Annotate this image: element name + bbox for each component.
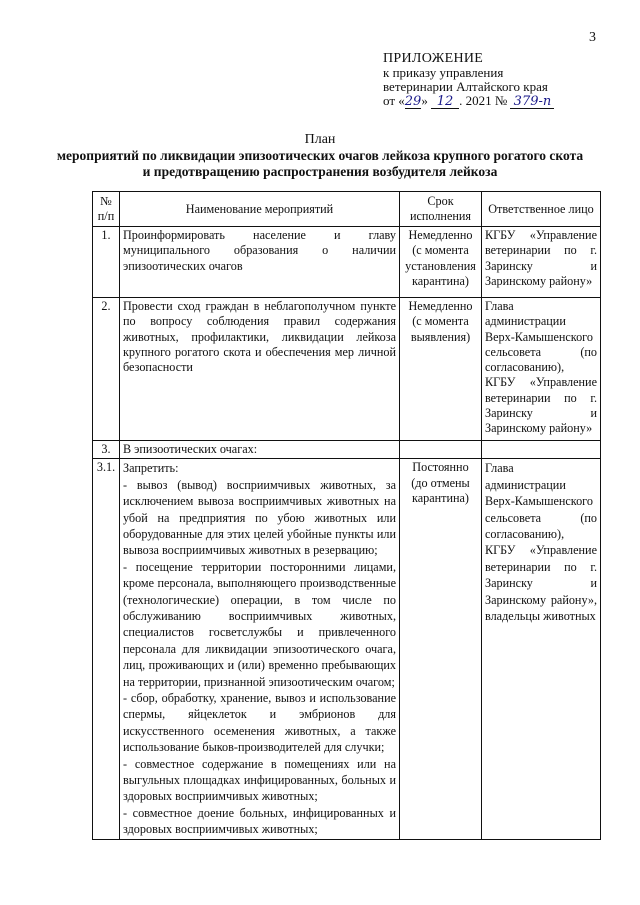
row2-name: Провести сход граждан в неблагополучном пункте по вопросу соблюдения правил содержания животных, профилактики, ликвидации лейкоза крупного рогатого скота и обеспечения мер личной безопасности	[120, 298, 400, 441]
date-year: . 2021 №	[459, 93, 508, 108]
appendix-line-2: ветеринарии Алтайского края	[383, 79, 548, 94]
row1-term: Немедленно (с момента установления карантина)	[400, 227, 482, 298]
row31-item-5: - совместное доение больных, инфицированных и здоровых восприимчивых животных;	[123, 805, 396, 837]
header-resp: Ответственное лицо	[482, 192, 601, 227]
row31-item-2: - посещение территории посторонними лицами, кроме персонала, выполняющего производственные (технологические) операции, в том числе по обслуживанию восприимчивых животных, специалистов госветслужбы и привлеченного персонала для ликвидации эпизоотического очага, лиц, проживающих и (или) временно пребывающих на территории, признанной эпизоотическим очагом;	[123, 559, 396, 689]
row3-resp-empty	[482, 441, 601, 459]
appendix-title: ПРИЛОЖЕНИЕ	[383, 51, 484, 66]
row3-term-empty	[400, 441, 482, 459]
row2-num: 2.	[93, 298, 120, 441]
row31-num: 3.1.	[93, 459, 120, 839]
table-header-row	[93, 192, 601, 227]
date-month: 12	[431, 96, 459, 109]
title-line-3: и предотвращению распространения возбудителя лейкоза	[142, 164, 498, 179]
plan-table	[92, 191, 601, 840]
row2-term: Немедленно (с момента выявления)	[400, 298, 482, 441]
header-term: Срок исполнения	[400, 192, 482, 227]
appendix-line-1: к приказу управления	[383, 65, 504, 80]
row31-resp: Глава администрации Верх-Камышенского сельсовета (по согласованию), КГБУ «Управление ветеринарии по г. Заринску и Заринскому району», владельцы животных	[482, 459, 601, 839]
appendix-block	[383, 52, 554, 109]
header-name: Наименование мероприятий	[120, 192, 400, 227]
table-row	[93, 459, 601, 839]
appendix-date-line	[383, 94, 554, 109]
table-row	[93, 441, 601, 459]
date-day: 29	[404, 94, 422, 109]
row31-name	[120, 459, 400, 839]
header-num: № п/п	[93, 192, 120, 227]
document-title	[0, 132, 640, 180]
table-row	[93, 298, 601, 441]
row31-item-3: - сбор, обработку, хранение, вывоз и использование спермы, яйцеклеток и эмбрионов для искусственного осеменения животных, а также использование быков-производителей для случки;	[123, 690, 396, 755]
row2-resp: Глава администрации Верх-Камышенского сельсовета (по согласованию), КГБУ «Управление ветеринарии по г. Заринску и Заринскому району»	[482, 298, 601, 441]
row31-item-1: - вывоз (вывод) восприимчивых животных, за исключением вывоза восприимчивых животных на убой на предприятия по убою животных или оборудованные для этих целей убойные пункты или вывоза восприимчивых животных в резервацию;	[123, 477, 396, 558]
row1-resp: КГБУ «Управление ветеринарии по г. Заринску и Заринскому району»	[482, 227, 601, 298]
row31-item-4: - совместное содержание в помещениях или на выгульных площадках инфицированных, больных и здоровых восприимчивых животных;	[123, 756, 396, 804]
row1-name: Проинформировать население и главу муниципального образования о наличии эпизоотических очагов	[120, 227, 400, 298]
page-number: 3	[589, 30, 596, 45]
row31-term: Постоянно (до отмены карантина)	[400, 459, 482, 839]
date-prefix: от «	[383, 93, 405, 108]
row3-name: В эпизоотических очагах:	[120, 441, 400, 459]
row3-num: 3.	[93, 441, 120, 459]
title-line-1: План	[304, 132, 336, 147]
title-line-2: мероприятий по ликвидации эпизоотических очагов лейкоза крупного рогатого скота	[56, 148, 584, 163]
table-row	[93, 227, 601, 298]
row31-heading: Запретить:	[123, 461, 179, 476]
date-mid: »	[421, 93, 428, 108]
row1-num: 1.	[93, 227, 120, 298]
order-number: 379-п	[510, 96, 554, 109]
